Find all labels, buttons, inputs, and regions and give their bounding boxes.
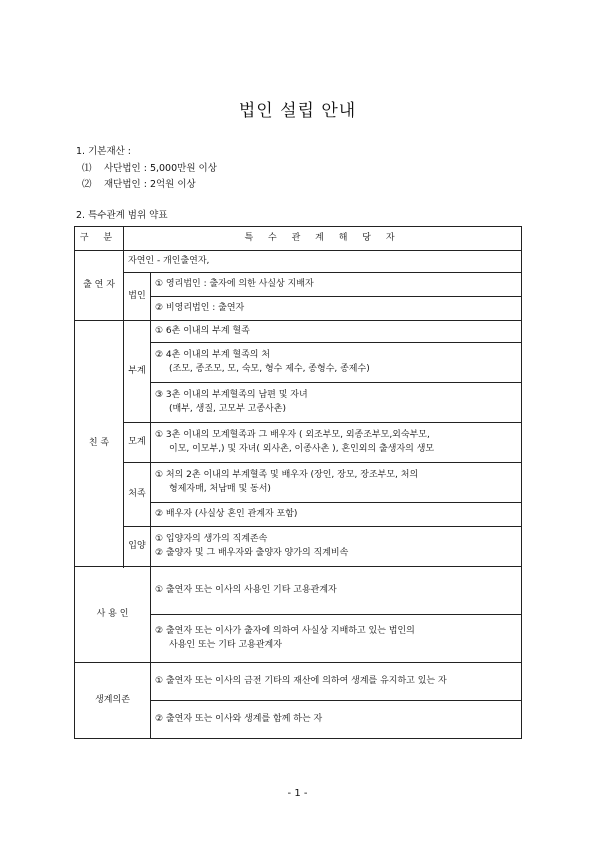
- table-row: [75, 321, 522, 343]
- page-number: - 1 -: [287, 788, 308, 799]
- cell-line: 사용인 또는 기타 고용관계자: [169, 639, 282, 650]
- cell-line: ② 배우자 (사실상 혼인 관계자 포함): [155, 508, 298, 519]
- cell-line: ① 6촌 이내의 부계 혈족: [155, 325, 250, 336]
- item-text: 사단법인 : 5,000만원 이상: [104, 163, 217, 174]
- cell-line: ① 입양자의 생가의 직계존속: [155, 534, 268, 545]
- table-row: [75, 567, 522, 615]
- table-row: [75, 463, 522, 503]
- cell-line: ① 출연자 또는 이사의 금전 기타의 재산에 의하여 생계를 유지하고 있는 자: [155, 675, 447, 686]
- cell-line: ① 영리법인 : 출자에 의한 사실상 지배자: [155, 278, 314, 289]
- cell-line: ① 출연자 또는 이사의 사용인 기타 고용관계자: [155, 584, 337, 595]
- cell-adoption: [151, 527, 522, 567]
- cell-dependents-1: [151, 663, 522, 701]
- item-number: ⑴: [82, 163, 92, 174]
- table-row: [75, 251, 522, 273]
- table-header-row: [75, 227, 522, 251]
- table-row: [75, 527, 522, 567]
- cell-spouse-2: [151, 503, 522, 527]
- cell-line: 형제자매, 처남매 및 동서): [169, 483, 271, 494]
- category-employees: 사 용 인: [75, 567, 151, 663]
- table-row: [75, 663, 522, 701]
- subcategory-maternal: 모계: [124, 423, 151, 463]
- cell-natural-person: [124, 251, 522, 273]
- cell-maternal-1: [151, 423, 522, 463]
- table-row: [75, 423, 522, 463]
- section-2-heading: 2. 특수관계 범위 약표: [76, 210, 168, 221]
- item-text: 재단법인 : 2억원 이상: [104, 179, 196, 190]
- subcategory-spouse-side: 처족: [124, 463, 151, 527]
- subcategory-adoption: 입양: [124, 527, 151, 567]
- cell-paternal-3: [151, 383, 522, 423]
- subcategory-corporation: 법인: [124, 273, 151, 321]
- category-relatives: 친 족: [75, 321, 124, 567]
- category-dependents: 생계의존: [75, 663, 151, 739]
- cell-line: (조모, 종조모, 모, 숙모, 형수 제수, 종형수, 종제수): [169, 363, 370, 374]
- table-row: [75, 273, 522, 297]
- subcategory-paternal: 부계: [124, 321, 151, 423]
- special-relation-table: [74, 226, 522, 739]
- cell-line: ② 비영리법인 : 출연자: [155, 302, 245, 313]
- cell-line: 자연인 - 개인출연자,: [128, 255, 210, 266]
- cell-dependents-2: [151, 701, 522, 739]
- cell-line: ② 출연자 또는 이사와 생계를 함께 하는 자: [155, 713, 323, 724]
- cell-non-profit: [151, 297, 522, 321]
- cell-line: ① 처의 2촌 이내의 부계혈족 및 배우자 (장인, 장모, 장조부모, 처의: [155, 470, 419, 481]
- category-contributor: 출 연 자: [75, 251, 124, 321]
- cell-spouse-1: [151, 463, 522, 503]
- cell-for-profit: [151, 273, 522, 297]
- cell-line: 이모, 이모부,) 및 자녀( 외사촌, 이종사촌 ), 혼인외의 출생자의 생모: [169, 443, 435, 454]
- section-1-item: [82, 176, 196, 190]
- cell-line: ② 출양자 및 그 배우자와 출양자 양가의 직계비속: [155, 547, 349, 558]
- cell-line: ③ 3촌 이내의 부계혈족의 남편 및 자녀: [155, 390, 308, 401]
- cell-line: ① 3촌 이내의 모계혈족과 그 배우자 ( 외조부모, 외종조부모,외숙부모,: [155, 430, 430, 441]
- cell-line: ② 4촌 이내의 부계 혈족의 처: [155, 350, 271, 361]
- header-category: 구 분: [75, 227, 124, 251]
- cell-line: ② 출연자 또는 이사가 출자에 의하여 사실상 지배하고 있는 법인의: [155, 626, 415, 637]
- cell-employees-2: [151, 615, 522, 663]
- section-1-heading: 1. 기본재산 :: [76, 146, 132, 157]
- section-1-item: [82, 160, 217, 174]
- item-number: ⑵: [82, 179, 92, 190]
- header-relations: 특 수 관 계 해 당 자: [124, 227, 522, 251]
- cell-employees-1: [151, 567, 522, 615]
- page-title: 법인 설립 안내: [238, 101, 357, 121]
- cell-paternal-1: [151, 321, 522, 343]
- cell-line: (매부, 생질, 고모부 고종사촌): [169, 403, 286, 414]
- cell-paternal-2: [151, 343, 522, 383]
